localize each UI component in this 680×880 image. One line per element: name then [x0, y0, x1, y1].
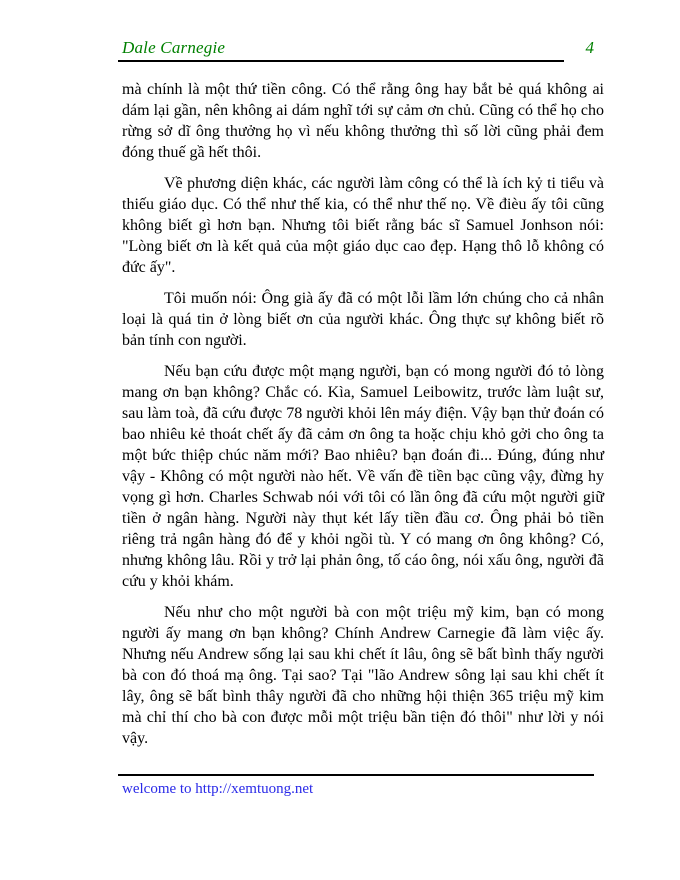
paragraph-2: Về phương diện khác, các người làm công có thể là ích kỷ ti tiểu và thiếu giáo dục. Có thể như thế kia, có thể như thế nọ. Về đièu ấy tôi cũng không biết gì hơn bạn. Nhưng tôi biết rằng bác sĩ Samuel Jonhson nói: "Lòng biết ơn là kết quả của một giáo dục cao đẹp. Hạng thô lỗ không có đức ấy".	[122, 175, 604, 276]
paragraph-3: Tôi muốn nói: Ông già ấy đã có một lỗi lầm lớn chúng cho cả nhân loại là quá tin ở lòng biết ơn của người khác. Ông thực sự không biết rõ bản tính con người.	[122, 290, 604, 349]
paragraph-5: Nếu như cho một người bà con một triệu mỹ kim, bạn có mong người ấy mang ơn bạn không? Chính Andrew Carnegie đã làm việc ấy. Nhưng nếu Andrew sống lại sau khi chết ít lâu, ông sẽ bất bình thấy người bà con đó thoá mạ ông. Tại sao? Tại "lão Andrew sông lại sau khi chết ít lây, ông sẽ bất bình thây người đã cho những hội thiện 365 triệu mỹ kim mà chỉ thí cho bà con được mỗi một triệu bần tiện đó thôi" như lời y nói vậy.	[122, 604, 604, 747]
body-text	[122, 79, 604, 759]
footer-url-link[interactable]: welcome to http://xemtuong.net	[122, 781, 314, 797]
header-author-title: Dale Carnegie	[122, 38, 226, 57]
footer-rule	[118, 774, 594, 776]
page-header	[122, 38, 594, 58]
header-page-number: 4	[585, 38, 594, 57]
paragraph-1: mà chính là một thứ tiền công. Có thể rằng ông hay bắt bẻ quá không ai dám lại gần, nên không ai dám nghĩ tới sự cảm ơn chủ. Cũng có thể họ cho rừng sở dĩ ông thưởng họ vì nếu không thưởng thì số lời cũng phải đem đóng thuế gầ hết thôi.	[122, 81, 604, 161]
paragraph-4: Nếu bạn cứu được một mạng người, bạn có mong người đó tỏ lòng mang ơn bạn không? Chắc có. Kìa, Samuel Leibowitz, trước làm luật sư, sau làm toà, đã cứu được 78 người khỏi lên máy điện. Vậy bạn thử đoán có bao nhiêu kẻ thoát chết ấy đã cảm ơn ông ta hoặc chịu khỏ gởi cho ông ta một bức thiệp chúc năm mới? Bao nhiêu? bạn đoán đi... Đúng, đúng như vậy - Không có một người nào hết. Về vấn đề tiền bạc cũng vậy, đừng hy vọng gì hơn. Charles Schwab nói với tôi có lần ông đã cứu một người giữ tiền ở ngân hàng. Người này thụt két lấy tiền đầu cơ. Ông phải bỏ tiền riêng trả ngân hàng đó để y khỏi ngồi tù. Y có mang ơn ông không? Có, nhưng không lâu. Rồi y trở lại phản ông, tố cáo ông, nói xấu ông, người đã cứu y khỏi khám.	[122, 363, 604, 590]
header-rule	[118, 60, 564, 62]
